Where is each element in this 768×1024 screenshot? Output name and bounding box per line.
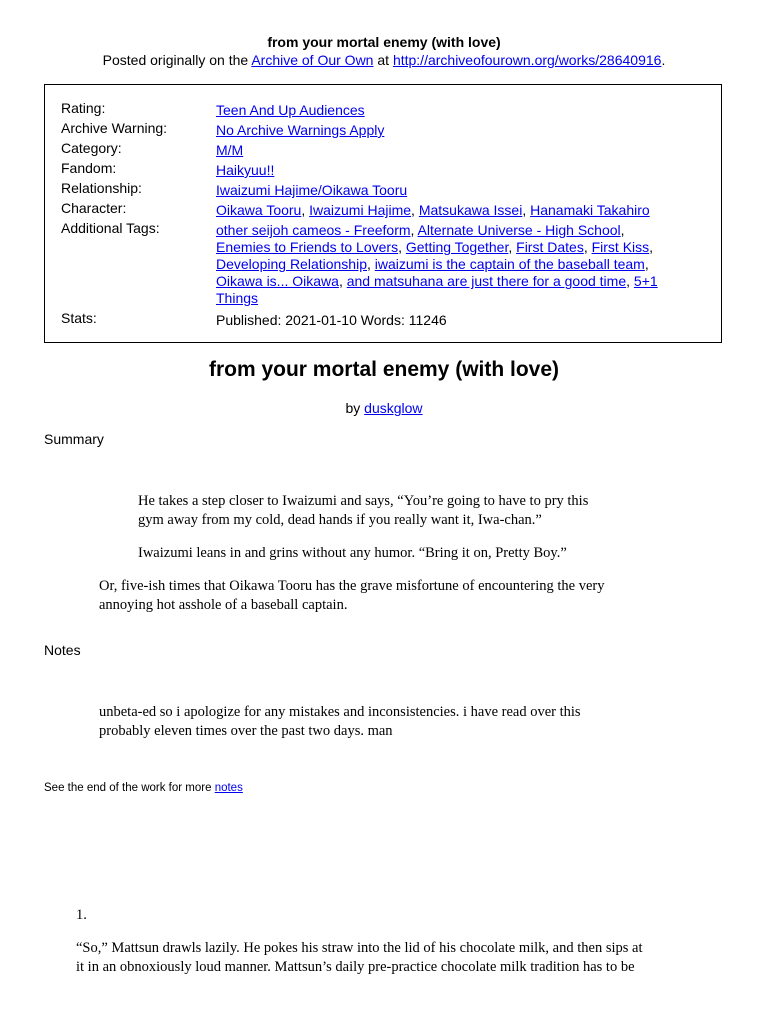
work-url-link[interactable]: http://archiveofourown.org/works/28640916 [392, 52, 662, 68]
tags-label: Additional Tags: [61, 220, 160, 236]
character-link[interactable]: Iwaizumi Hajime [309, 202, 412, 218]
character-link[interactable]: Matsukawa Issei [418, 202, 523, 218]
warning-link[interactable]: No Archive Warnings Apply [216, 122, 385, 138]
author-link[interactable]: duskglow [364, 400, 423, 416]
tag-link[interactable]: First Dates [516, 239, 584, 255]
chapter-text [76, 939, 642, 977]
notes-line-1: unbeta-ed so i apologize for any mistakes and inconsistencies. i have read over this [99, 704, 581, 720]
tag-link[interactable]: Alternate Universe - High School [417, 222, 621, 238]
tag-link[interactable]: 5+1 [633, 273, 658, 289]
stats-value: Published: 2021-01-10 Words: 11246 [216, 312, 447, 328]
warning-label: Archive Warning: [61, 120, 168, 136]
tag-link[interactable]: Enemies to Friends to Lovers [216, 239, 399, 255]
rating-label: Rating: [61, 100, 106, 116]
rating-link[interactable]: Teen And Up Audiences [216, 102, 365, 118]
chapter-line-1: “So,” Mattsun drawls lazily. He pokes his straw into the lid of his chocolate milk, and then sips at [76, 940, 643, 956]
summary-line-1: Or, five-ish times that Oikawa Tooru has the grave misfortune of encountering the very [99, 578, 605, 594]
character-list: Oikawa Tooru, Iwaizumi Hajime, Matsukawa Issei, Hanamaki Takahiro [216, 202, 650, 218]
document-header-title: from your mortal enemy (with love) [267, 34, 501, 50]
see-end-text: See the end of the work for more [44, 782, 215, 794]
summary-heading: Summary [44, 431, 104, 447]
notes-link[interactable]: notes [214, 782, 243, 794]
summary-line-2: annoying hot asshole of a baseball captain. [99, 597, 348, 613]
relationship-link[interactable]: Iwaizumi Hajime/Oikawa Tooru [216, 182, 408, 198]
chapter-line-2: it in an obnoxiously loud manner. Mattsun’s daily pre-practice chocolate milk tradition has to be [76, 959, 635, 975]
category-label: Category: [61, 140, 122, 156]
posted-suffix: . [661, 52, 666, 68]
tag-link[interactable]: Developing Relationship [216, 256, 367, 272]
tag-link[interactable]: other seijoh cameos - Freeform [216, 222, 411, 238]
notes-line-2: probably eleven times over the past two days. man [99, 723, 393, 739]
archive-link[interactable]: Archive of Our Own [251, 52, 374, 68]
tag-link[interactable]: iwaizumi is the captain of the baseball team [374, 256, 645, 272]
character-link[interactable]: Oikawa Tooru [216, 202, 302, 218]
posted-originally-line [0, 52, 768, 68]
see-end-notes [44, 782, 243, 794]
by-text: by [345, 400, 365, 416]
tag-link[interactable]: and matsuhana are just there for a good time [346, 273, 627, 289]
stats-label: Stats: [61, 310, 97, 326]
notes-paragraph [99, 703, 581, 741]
summary-quote-1-line-2: gym away from my cold, dead hands if you really want it, Iwa-chan.” [138, 512, 542, 528]
posted-prefix: Posted originally on the [102, 52, 252, 68]
summary-quote-1 [138, 492, 588, 530]
posted-at: at [373, 52, 393, 68]
tag-link[interactable]: First Kiss [591, 239, 650, 255]
chapter-number: 1. [76, 907, 87, 923]
tags-list: other seijoh cameos - Freeform, Alternate Universe - High School, Enemies to Friends to Lovers, Getting Together, First Dates, First Kiss, Developing Relationship, iwaizumi is the captain of the baseball team, Oikawa is... Oikawa, and matsuhana are just there for a good time, 5+1 Things [216, 222, 658, 306]
character-label: Character: [61, 200, 127, 216]
work-title: from your mortal enemy (with love) [208, 358, 560, 381]
summary-quote-2: Iwaizumi leans in and grins without any humor. “Bring it on, Pretty Boy.” [138, 545, 567, 561]
summary-paragraph [99, 577, 605, 615]
relationship-label: Relationship: [61, 180, 142, 196]
tag-link[interactable]: Things [216, 290, 259, 306]
summary-quote-1-line-1: He takes a step closer to Iwaizumi and says, “You’re going to have to pry this [138, 493, 589, 509]
byline [0, 400, 768, 416]
fandom-label: Fandom: [61, 160, 117, 176]
fandom-link[interactable]: Haikyuu!! [216, 162, 275, 178]
tag-link[interactable]: Oikawa is... Oikawa [216, 273, 339, 289]
category-link[interactable]: M/M [216, 142, 244, 158]
notes-heading: Notes [44, 642, 81, 658]
work-meta-box [44, 84, 722, 343]
tag-link[interactable]: Getting Together [405, 239, 509, 255]
character-link[interactable]: Hanamaki Takahiro [530, 202, 650, 218]
